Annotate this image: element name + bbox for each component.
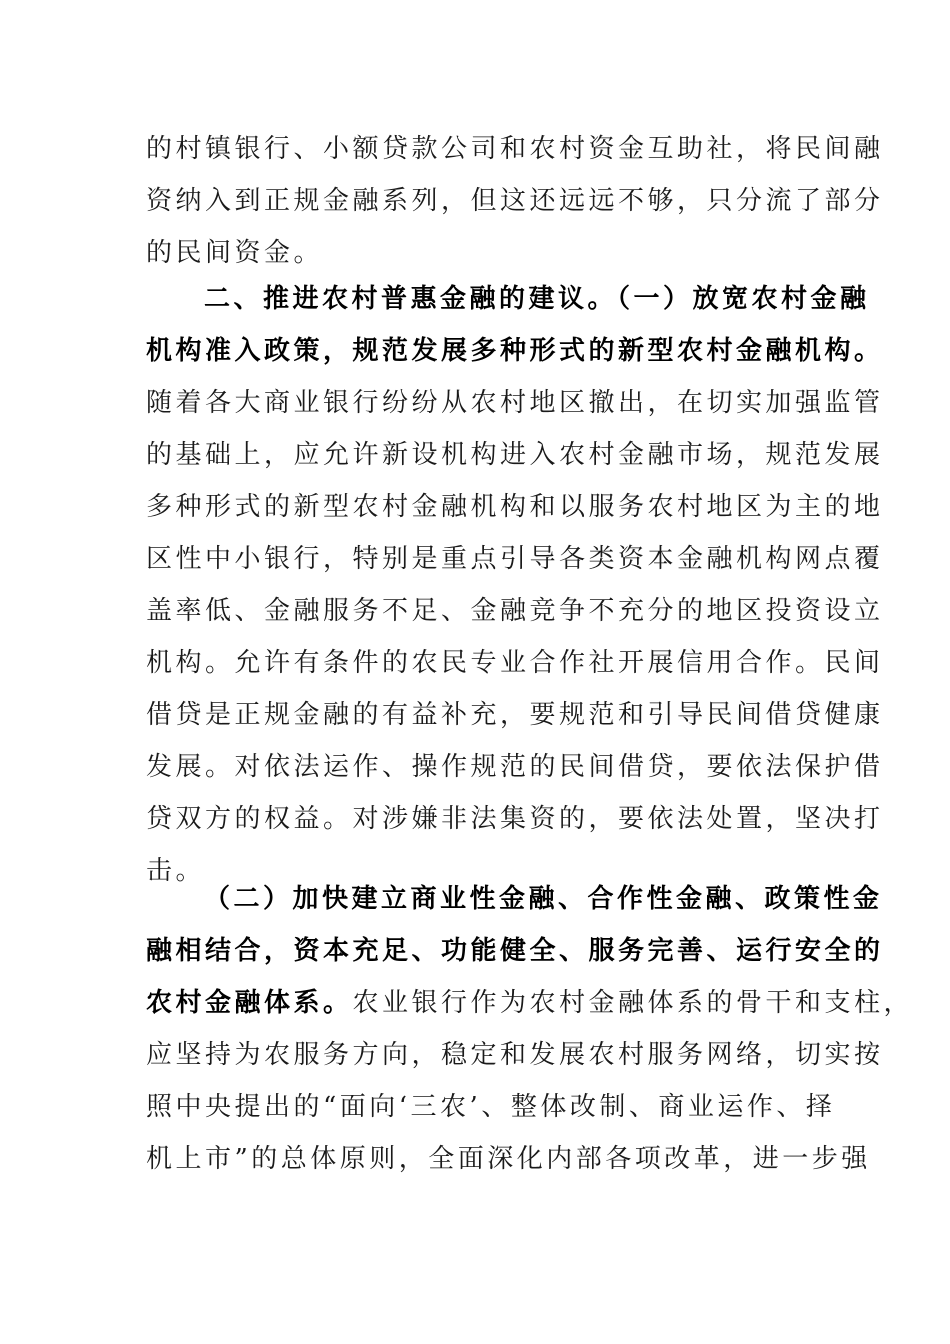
text-line: 机上市”的总体原则，全面深化内部各项改革，进一步强: [146, 1144, 871, 1174]
body-text: 农业银行作为农村金融体系的骨干和支柱，: [352, 988, 914, 1018]
text-line: 击。: [146, 856, 206, 886]
subsection-heading: 融相结合，资本充足、功能健全、服务完善、运行安全的: [146, 936, 884, 966]
section-two-paragraph: [146, 273, 884, 897]
text-line: 发展。对依法运作、操作规范的民间借贷，要依法保护借: [146, 752, 884, 782]
text-line: 借贷是正规金融的有益补充，要规范和引导民间借贷健康: [146, 700, 884, 730]
text-line: 的民间资金。: [146, 238, 324, 268]
text-line: 机构。允许有条件的农民专业合作社开展信用合作。民间: [146, 648, 884, 678]
text-line: 多种形式的新型农村金融机构和以服务农村地区为主的地: [146, 492, 884, 522]
section-heading: 机构准入政策，规范发展多种形式的新型农村金融机构。: [146, 336, 884, 366]
text-line: 贷双方的权益。对涉嫌非法集资的，要依法处置，坚决打: [146, 804, 884, 834]
text-line: 区性中小银行，特别是重点引导各类资本金融机构网点覆: [146, 544, 884, 574]
text-line: 随着各大商业银行纷纷从农村地区撤出，在切实加强监管: [146, 388, 884, 418]
subsection-two-paragraph: [146, 873, 914, 1185]
subsection-heading-end: 农村金融体系。: [146, 988, 353, 1018]
text-line: 资纳入到正规金融系列，但这还远远不够，只分流了部分: [146, 186, 884, 216]
paragraph-continuation: [146, 123, 884, 279]
text-line: 应坚持为农服务方向，稳定和发展农村服务网络，切实按: [146, 1040, 884, 1070]
text-line: 照中央提出的“面向‘三农’、整体改制、商业运作、择: [146, 1092, 836, 1122]
text-line: 的村镇银行、小额贷款公司和农村资金互助社，将民间融: [146, 134, 884, 164]
subsection-heading: （二）加快建立商业性金融、合作性金融、政策性金: [204, 884, 883, 914]
text-line: 的基础上，应允许新设机构进入农村金融市场，规范发展: [146, 440, 884, 470]
section-heading: 二、推进农村普惠金融的建议。（一）放宽农村金融: [204, 284, 870, 314]
text-line-mixed: [146, 977, 914, 1029]
text-line: 盖率低、金融服务不足、金融竞争不充分的地区投资设立: [146, 596, 884, 626]
